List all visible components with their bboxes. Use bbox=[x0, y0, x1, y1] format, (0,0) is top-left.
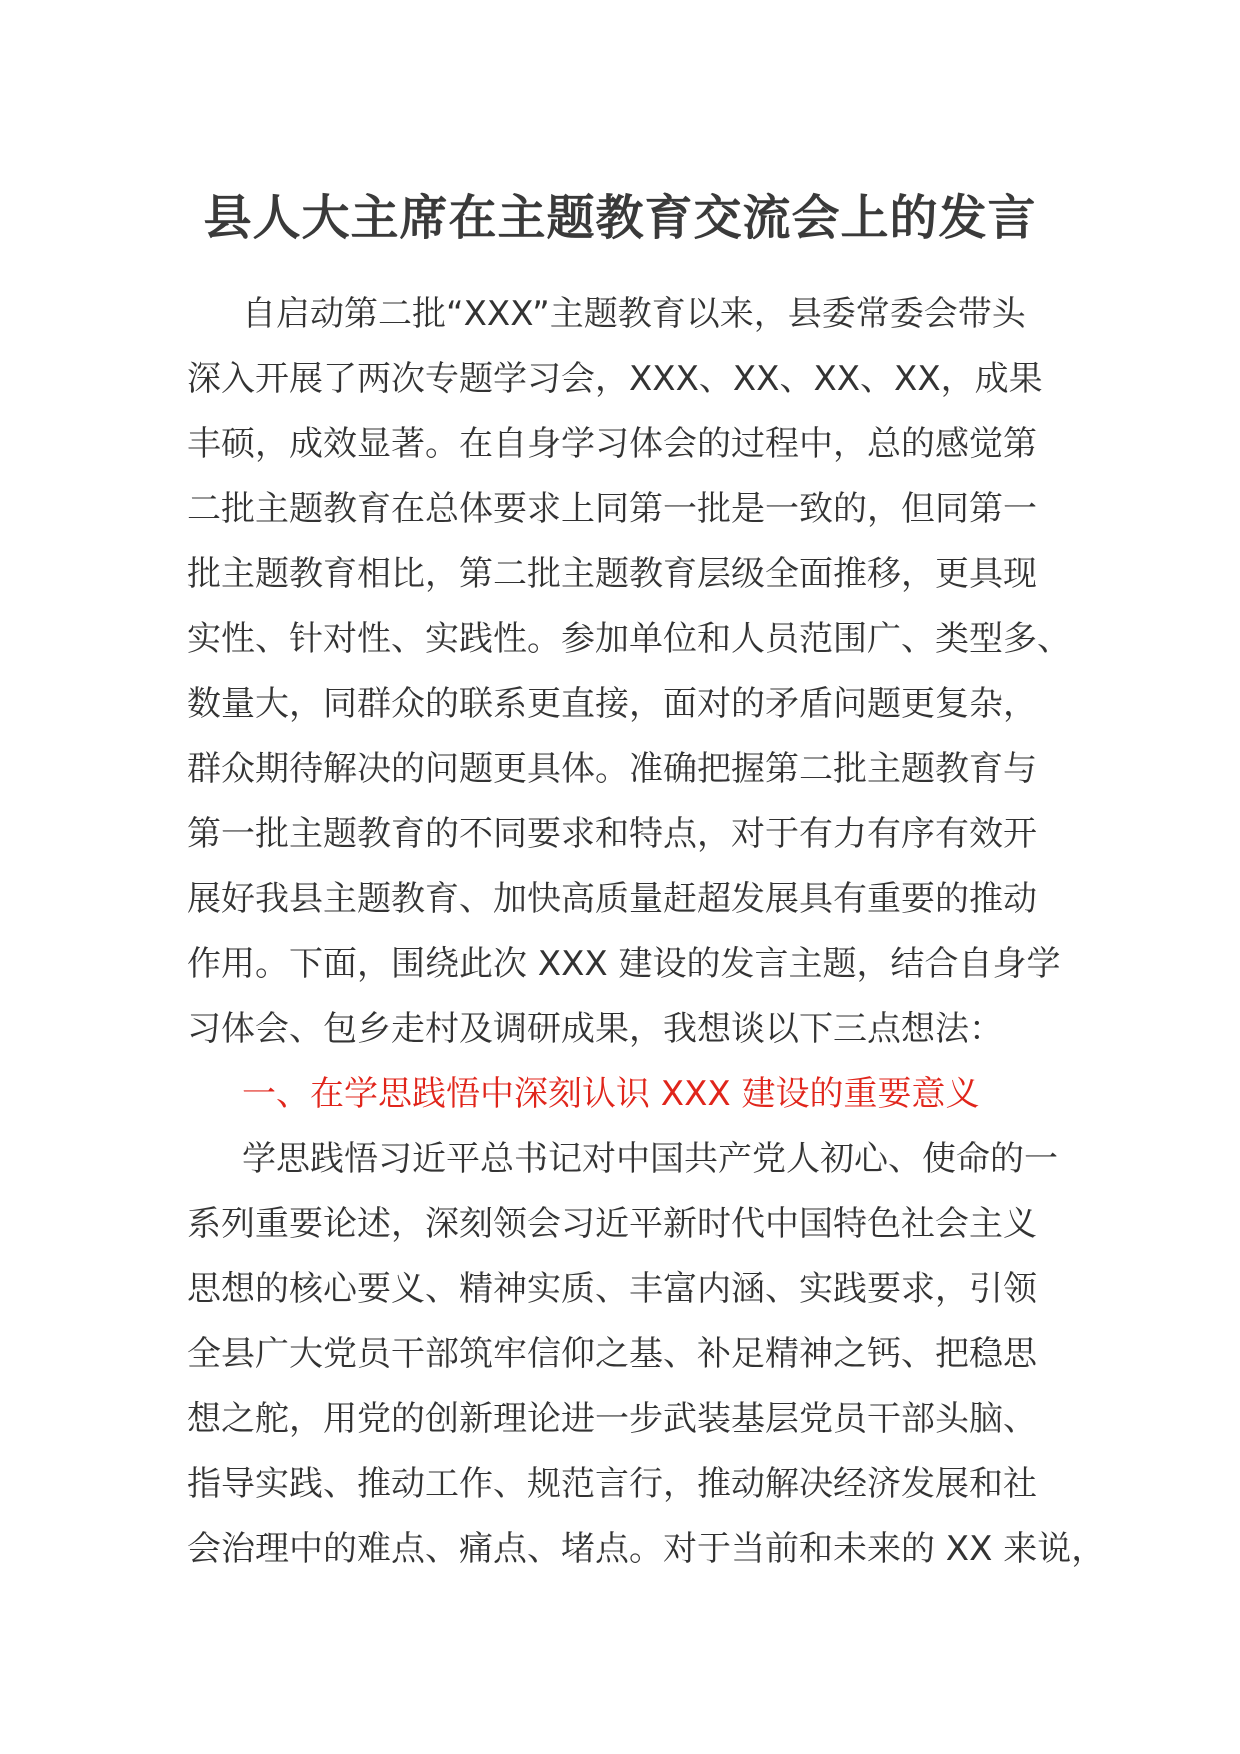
paragraph-line: 丰硕，成效显著。在自身学习体会的过程中，总的感觉第 bbox=[187, 424, 1037, 464]
document-title: 县人大主席在主题教育交流会上的发言 bbox=[203, 190, 1037, 246]
document-body bbox=[187, 282, 1106, 1582]
paragraph-line: 自启动第二批“XXX”主题教育以来，县委常委会带头 bbox=[242, 294, 1026, 334]
paragraph-line: 思想的核心要义、精神实质、丰富内涵、实践要求，引领 bbox=[187, 1269, 1037, 1309]
paragraph-line: 群众期待解决的问题更具体。准确把握第二批主题教育与 bbox=[187, 749, 1037, 789]
paragraph-line: 作用。下面，围绕此次 XXX 建设的发言主题，结合自身学 bbox=[187, 944, 1061, 984]
paragraph-line: 深入开展了两次专题学习会，XXX、XX、XX、XX，成果 bbox=[187, 359, 1043, 399]
paragraph-line: 想之舵，用党的创新理论进一步武装基层党员干部头脑、 bbox=[187, 1399, 1037, 1439]
paragraph-line: 实性、针对性、实践性。参加单位和人员范围广、类型多、 bbox=[187, 619, 1071, 659]
paragraph-line: 全县广大党员干部筑牢信仰之基、补足精神之钙、把稳思 bbox=[187, 1334, 1037, 1374]
paragraph-line: 会治理中的难点、痛点、堵点。对于当前和未来的 XX 来说， bbox=[187, 1529, 1106, 1569]
paragraph-line: 系列重要论述，深刻领会习近平新时代中国特色社会主义 bbox=[187, 1204, 1037, 1244]
paragraph-line: 二批主题教育在总体要求上同第一批是一致的，但同第一 bbox=[187, 489, 1037, 529]
paragraph-line: 数量大，同群众的联系更直接，面对的矛盾问题更复杂， bbox=[187, 684, 1037, 724]
paragraph-line: 第一批主题教育的不同要求和特点，对于有力有序有效开 bbox=[187, 814, 1037, 854]
paragraph-line: 习体会、包乡走村及调研成果，我想谈以下三点想法： bbox=[187, 1009, 1003, 1049]
paragraph-line: 指导实践、推动工作、规范言行，推动解决经济发展和社 bbox=[187, 1464, 1037, 1504]
paragraph-line: 批主题教育相比，第二批主题教育层级全面推移，更具现 bbox=[187, 554, 1037, 594]
paragraph-line: 学思践悟习近平总书记对中国共产党人初心、使命的一 bbox=[242, 1139, 1058, 1179]
section-heading: 一、在学思践悟中深刻认识 XXX 建设的重要意义 bbox=[242, 1074, 980, 1114]
paragraph-line: 展好我县主题教育、加快高质量赶超发展具有重要的推动 bbox=[187, 879, 1037, 919]
